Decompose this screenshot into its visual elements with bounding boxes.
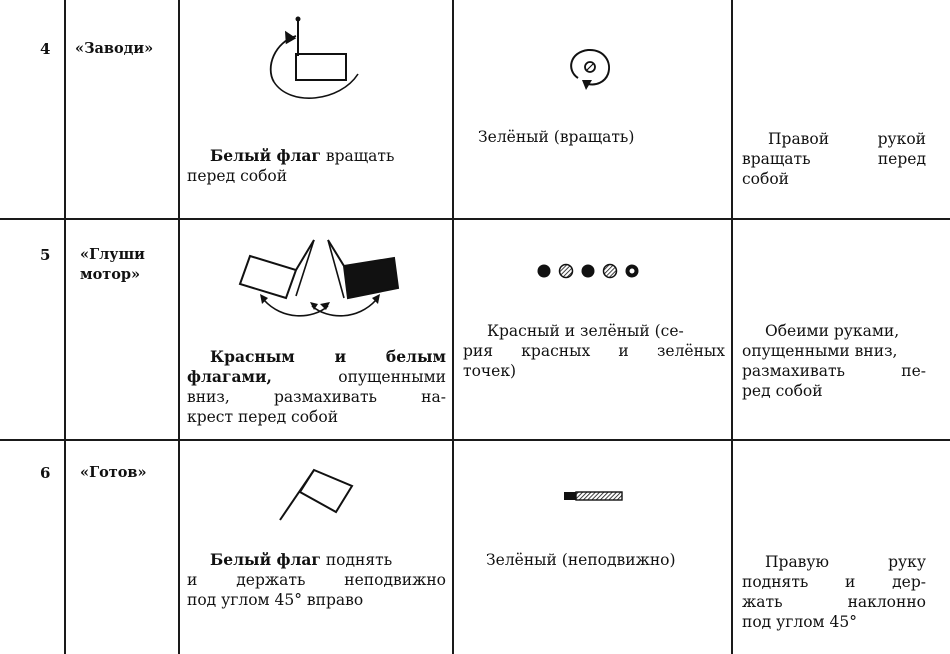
column-divider-2 xyxy=(178,0,180,654)
row-4-hand-1a: Правой xyxy=(768,130,830,148)
row-divider-1 xyxy=(0,218,950,220)
row-4-hand-2b: перед xyxy=(877,150,926,168)
row-6-flag-line3: под углом 45° вправо xyxy=(187,591,364,609)
row-5-signal-line1: «Глуши xyxy=(80,246,145,263)
row-6-flag-rest: поднять xyxy=(320,551,393,569)
row-4-flag-lead: Белый флаг xyxy=(210,146,321,165)
row-5-flag-2a: флагами, xyxy=(187,367,272,386)
column-divider-4 xyxy=(731,0,733,654)
row-6-hand-line1: Правую руку xyxy=(765,553,926,571)
red-green-dots-icon xyxy=(535,262,647,280)
column-divider-1 xyxy=(64,0,66,654)
column-divider-3 xyxy=(452,0,454,654)
row-6-number: 6 xyxy=(40,464,51,482)
row-6-flag-line1 xyxy=(210,551,392,569)
row-divider-2 xyxy=(0,439,950,441)
row-6-hand-line2: поднять и дер- xyxy=(742,573,926,591)
row-4-flag-rest: вращать xyxy=(320,147,395,165)
row-6-flag-lead: Белый флаг xyxy=(210,550,321,569)
rotating-green-light-icon xyxy=(560,44,620,94)
raised-flag-illustration xyxy=(274,462,364,524)
row-5-flag-2b: опущенными xyxy=(338,368,446,386)
row-5-number: 5 xyxy=(40,246,51,264)
row-5-flag-line1 xyxy=(210,348,446,366)
row-6-light: Зелёный (неподвижно) xyxy=(486,551,676,569)
row-6-hand-line4: под углом 45° xyxy=(742,613,858,631)
row-5-hand-line2: опущенными вниз, xyxy=(742,342,898,360)
row-5-hand-line3: размахивать пе- xyxy=(742,362,926,380)
row-5-flag-1c: белым xyxy=(385,347,446,366)
row-5-hand-line4: ред собой xyxy=(742,382,823,400)
row-4-flag-line2: перед собой xyxy=(187,167,288,185)
row-4-flag-line1 xyxy=(210,147,394,165)
row-5-flag-line4: крест перед собой xyxy=(187,408,339,426)
row-5-flag-line3: вниз, размахивать на- xyxy=(187,388,446,406)
crossing-flags-illustration xyxy=(232,236,412,326)
row-5-light-line3: точек) xyxy=(463,362,517,380)
rotating-flag-illustration xyxy=(260,12,380,102)
row-4-hand-1b: рукой xyxy=(877,130,926,148)
row-5-light-line2: рия красных и зелёных xyxy=(463,342,725,360)
steady-green-light-icon xyxy=(563,490,625,502)
row-5-signal-line2: мотор» xyxy=(80,266,141,283)
row-4-signal: «Заводи» xyxy=(75,40,154,57)
row-4-hand-2a: вращать xyxy=(742,150,811,168)
row-4-hand-line3: собой xyxy=(742,170,790,188)
row-6-flag-line2: и держать неподвижно xyxy=(187,571,446,589)
row-5-hand-line1: Обеими руками, xyxy=(765,322,900,340)
row-4-hand-line1 xyxy=(768,130,926,148)
row-5-flag-1b: и xyxy=(334,347,347,366)
row-4-number: 4 xyxy=(40,40,51,58)
row-6-hand-line3: жать наклонно xyxy=(742,593,926,611)
row-5-flag-line2 xyxy=(187,368,446,386)
row-6-signal: «Готов» xyxy=(80,464,147,481)
row-4-hand-line2 xyxy=(742,150,926,168)
row-4-light: Зелёный (вращать) xyxy=(478,128,635,146)
row-5-flag-1a: Красным xyxy=(210,347,295,366)
row-5-light-line1: Красный и зелёный (се- xyxy=(487,322,684,340)
